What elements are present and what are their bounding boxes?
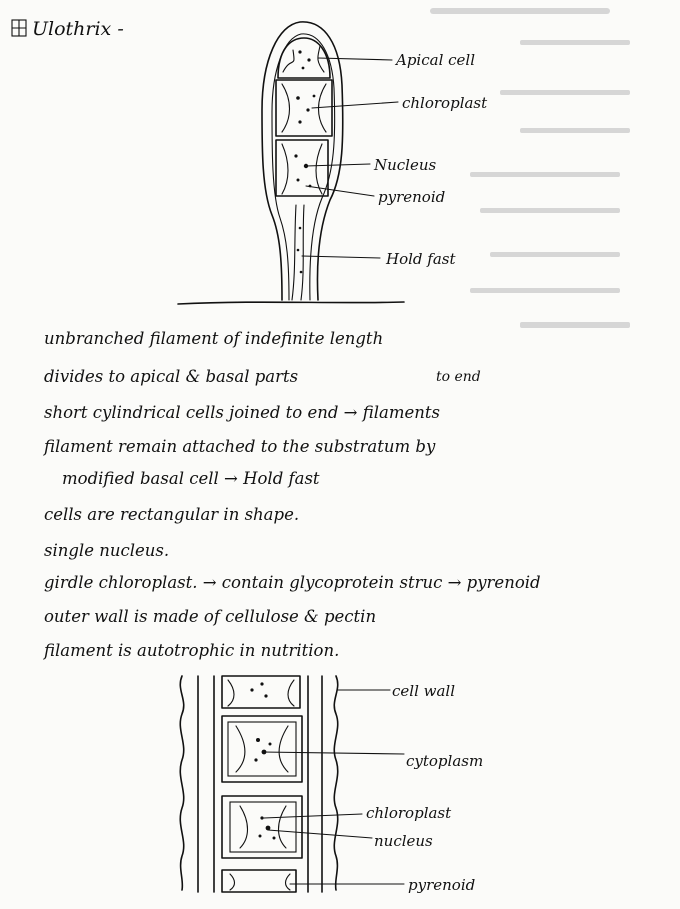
cell-detail-diagram (180, 676, 483, 894)
note-8: single nucleus. (44, 541, 170, 560)
label-pyrenoid-2: pyrenoid (408, 876, 476, 894)
label-apical-cell: Apical cell (396, 51, 476, 69)
note-1: unbranched filament of indefinite length (44, 329, 384, 348)
right-outer-wall (334, 676, 337, 890)
label-cytoplasm: cytoplasm (406, 752, 484, 770)
note-2: divides to apical & basal parts (44, 367, 299, 386)
label-cell-wall: cell wall (392, 682, 456, 700)
label-nucleus-2: nucleus (374, 832, 433, 850)
label-nucleus: Nucleus (374, 156, 437, 174)
note-6: modified basal cell → Hold fast (62, 469, 320, 488)
substratum-line (178, 302, 404, 304)
title (12, 18, 124, 40)
note-4: short cylindrical cells joined to end → filaments (44, 403, 440, 422)
note-9: girdle chloroplast. → contain glycoprotein struc → pyrenoid (44, 573, 541, 592)
cell-lower (222, 796, 302, 858)
note-11: filament is autotrophic in nutrition. (44, 641, 340, 660)
label-chloroplast-2: chloroplast (366, 804, 452, 822)
note-7: cells are rectangular in shape. (44, 505, 300, 524)
notes-list (42, 329, 541, 660)
page-title: Ulothrix - (32, 18, 124, 40)
note-10: outer wall is made of cellulose & pectin (44, 607, 377, 626)
label-chloroplast: chloroplast (402, 94, 488, 112)
note-5: filament remain attached to the substratum by (44, 437, 436, 456)
note-3-suffix: to end (436, 369, 481, 385)
left-outer-wall (180, 676, 183, 890)
cell-bottom (222, 870, 296, 892)
label-holdfast: Hold fast (386, 250, 456, 268)
label-pyrenoid: pyrenoid (378, 188, 446, 206)
ulothrix-filament-diagram (178, 22, 488, 304)
cell-middle (222, 716, 302, 782)
